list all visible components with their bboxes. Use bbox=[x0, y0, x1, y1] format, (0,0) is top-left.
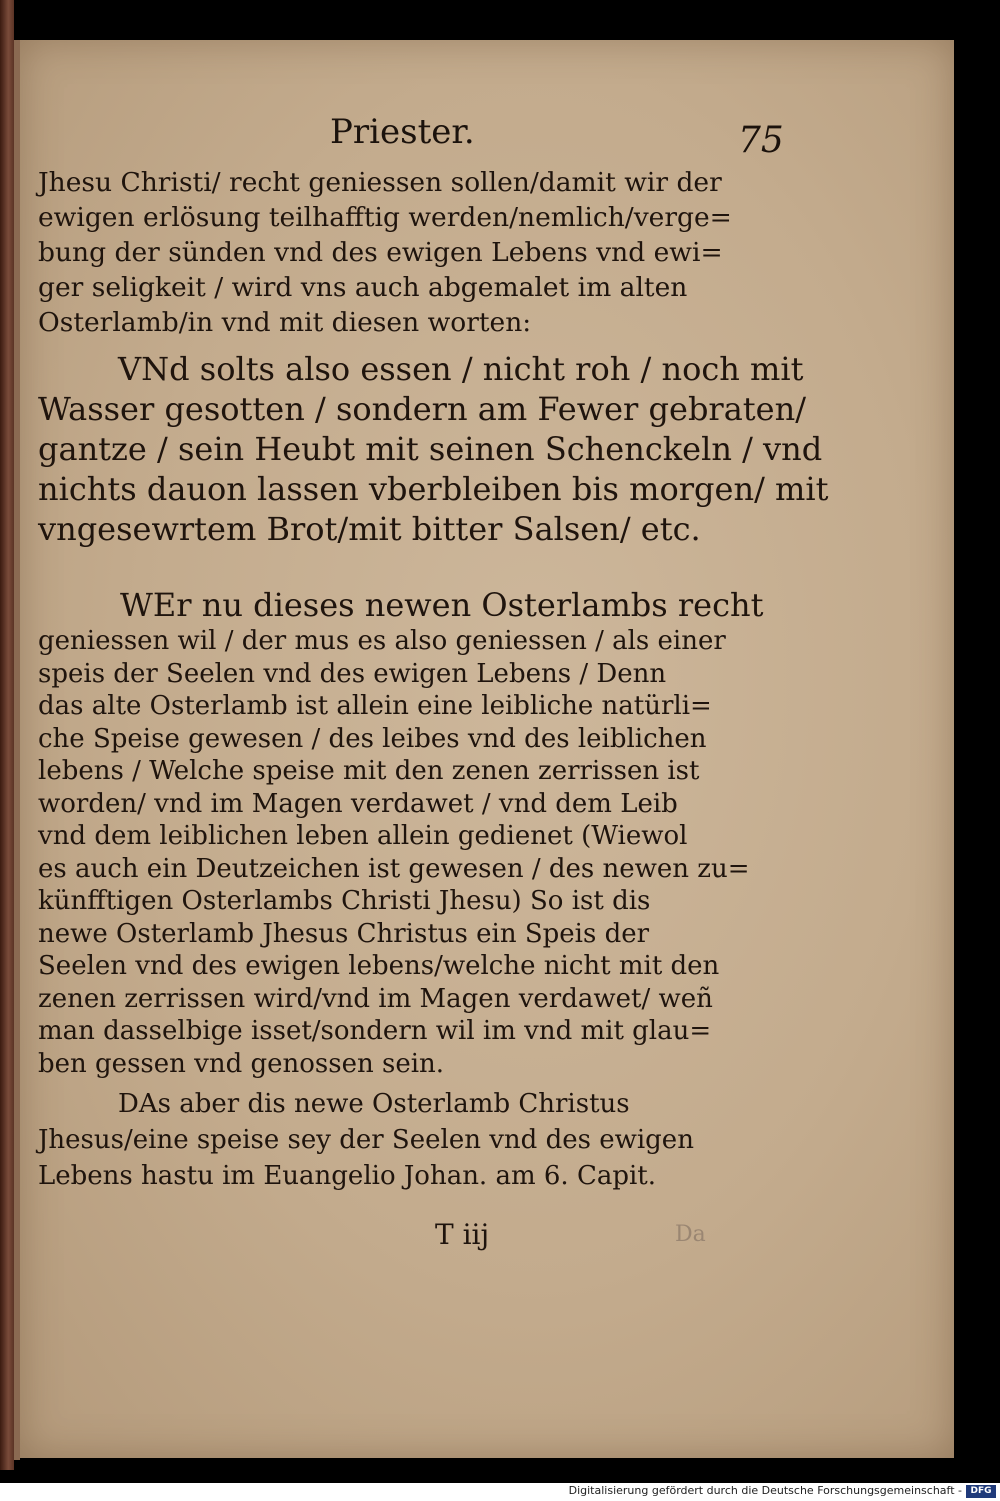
text-line: künfftigen Osterlambs Christi Jhesu) So ist dis bbox=[38, 886, 651, 916]
credit-bar bbox=[0, 1483, 1000, 1501]
text-line: geniessen wil / der mus es also geniessen / als einer bbox=[38, 626, 726, 656]
running-head: Priester. bbox=[330, 112, 475, 152]
text-line: che Speise gewesen / des leibes vnd des leiblichen bbox=[38, 723, 707, 754]
text-line: Osterlamb/in vnd mit diesen worten: bbox=[38, 307, 532, 338]
paragraph-3 bbox=[38, 585, 764, 1080]
paragraph-1 bbox=[38, 165, 743, 340]
page-footer bbox=[20, 1218, 954, 1258]
text-line: vngesewrtem Brot/mit bitter Salsen/ etc. bbox=[38, 510, 701, 548]
page-body bbox=[38, 165, 829, 1194]
page-header bbox=[20, 112, 954, 172]
catchword: Da bbox=[675, 1222, 706, 1247]
text-line: lebens / Welche speise mit den zenen zerrissen ist bbox=[38, 756, 700, 786]
text-line: bung der sünden vnd des ewigen Lebens vnd ewi= bbox=[38, 237, 723, 268]
text-line: ger seligkeit / wird vns auch abgemalet im alten bbox=[38, 272, 688, 303]
text-line: DAs aber dis newe Osterlamb Christus bbox=[118, 1089, 630, 1119]
book-page bbox=[20, 40, 954, 1458]
text-line: das alte Osterlamb ist allein eine leibliche natürli= bbox=[38, 691, 712, 721]
text-line: VNd solts also essen / nicht roh / noch mit bbox=[118, 350, 804, 388]
page-number: 75 bbox=[738, 120, 784, 161]
text-line: speis der Seelen vnd des ewigen Lebens / Denn bbox=[38, 658, 667, 689]
text-line: vnd dem leiblichen leben allein gedienet (Wiewol bbox=[38, 821, 688, 851]
text-line: Wasser gesotten / sondern am Fewer gebraten/ bbox=[38, 390, 806, 428]
scripture-quotation bbox=[38, 349, 829, 549]
book-spine-edge bbox=[0, 0, 14, 1470]
text-line: Seelen vnd des ewigen lebens/welche nicht mit den bbox=[38, 951, 720, 981]
text-line: Jhesus/eine speise sey der Seelen vnd des ewigen bbox=[38, 1125, 694, 1155]
text-line: Jhesu Christi/ recht geniessen sollen/damit wir der bbox=[38, 167, 722, 198]
funding-credit: Digitalisierung gefördert durch die Deutsche Forschungsgemeinschaft - bbox=[568, 1484, 962, 1497]
dfg-logo[interactable]: DFG bbox=[966, 1485, 996, 1498]
text-line: nichts dauon lassen vberbleiben bis morgen/ mit bbox=[38, 470, 829, 508]
text-line: ben gessen vnd genossen sein. bbox=[38, 1048, 445, 1079]
text-line: worden/ vnd im Magen verdawet / vnd dem Leib bbox=[38, 788, 678, 819]
text-line: ewigen erlösung teilhafftig werden/nemlich/verge= bbox=[38, 202, 732, 233]
text-line: newe Osterlamb Jhesus Christus ein Speis der bbox=[38, 918, 650, 949]
text-line: gantze / sein Heubt mit seinen Schenckeln / vnd bbox=[38, 430, 823, 468]
text-line: es auch ein Deutzeichen ist gewesen / des newen zu= bbox=[38, 853, 750, 884]
paragraph-4 bbox=[38, 1086, 743, 1194]
text-line: zenen zerrissen wird/vnd im Magen verdawet/ weñ bbox=[38, 983, 713, 1014]
signature-mark: T iij bbox=[435, 1218, 490, 1251]
text-line: man dasselbige isset/sondern wil im vnd mit glau= bbox=[38, 1016, 712, 1046]
text-line: WEr nu dieses newen Osterlambs recht bbox=[120, 586, 764, 624]
text-line: Lebens hastu im Euangelio Johan. am 6. Capit. bbox=[38, 1161, 657, 1191]
